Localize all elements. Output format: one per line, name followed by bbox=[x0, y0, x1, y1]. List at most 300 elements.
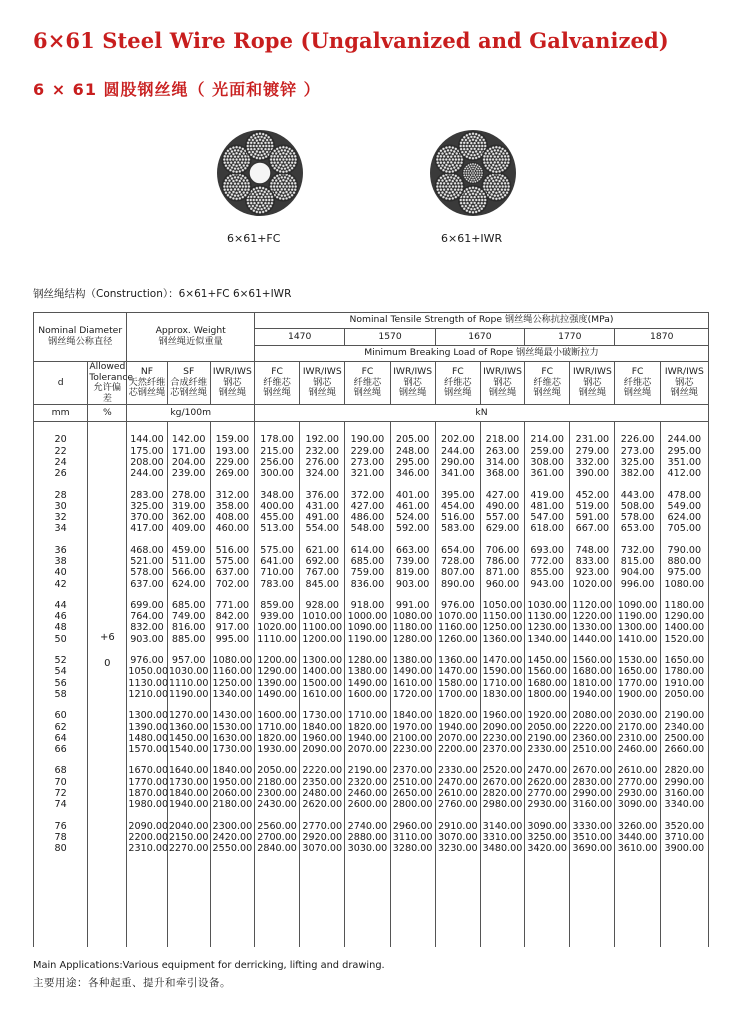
table-cell: 1820.00 bbox=[257, 732, 297, 744]
tol-line-3: 允许偏差 bbox=[93, 382, 122, 404]
col-iwr-weight-header-line-2: 钢芯 bbox=[223, 376, 242, 388]
table-cell: 2040.00 bbox=[168, 820, 209, 832]
table-cell: 1050.00 bbox=[482, 599, 523, 611]
table-cell: 2430.00 bbox=[257, 799, 297, 811]
table-cell: 351.00 bbox=[667, 456, 702, 468]
table-cell: 2470.00 bbox=[527, 765, 568, 777]
table-cell: 1400.00 bbox=[302, 666, 343, 678]
unit-kg: kg/100m bbox=[127, 405, 255, 422]
table-cell: 1180.00 bbox=[664, 599, 705, 611]
table-cell: 1770.00 bbox=[617, 677, 658, 689]
table-cell: 319.00 bbox=[171, 500, 206, 512]
table-cell: 44 bbox=[54, 599, 67, 611]
table-cell: 2460.00 bbox=[617, 744, 658, 756]
table-cell: 42 bbox=[54, 578, 67, 590]
tol-line-1: Allowed bbox=[89, 361, 126, 372]
table-cell: 621.00 bbox=[305, 544, 340, 556]
approx-weight-en: Approx. Weight bbox=[155, 325, 226, 337]
table-cell: 1090.00 bbox=[347, 622, 388, 634]
table-cell: 3280.00 bbox=[392, 843, 433, 855]
table-cell: 1030.00 bbox=[168, 666, 209, 678]
table-cell: 1650.00 bbox=[664, 655, 705, 667]
table-cell: 2310.00 bbox=[128, 843, 169, 855]
table-cell: 1480.00 bbox=[128, 732, 169, 744]
table-cell: 1380.00 bbox=[347, 666, 388, 678]
table-cell: 1110.00 bbox=[168, 677, 209, 689]
nominal-diameter-header bbox=[34, 313, 127, 362]
col-tolerance bbox=[88, 422, 127, 947]
table-cell: 2700.00 bbox=[257, 831, 297, 843]
table-cell: 1020.00 bbox=[572, 578, 613, 590]
nf-line-1: NF bbox=[140, 366, 154, 378]
table-cell: 66 bbox=[54, 744, 67, 756]
table-cell: 2350.00 bbox=[302, 776, 343, 788]
table-cell: 454.00 bbox=[441, 500, 475, 512]
nominal-diameter-en: Nominal Diameter bbox=[38, 325, 123, 337]
table-cell: 52 bbox=[54, 655, 67, 667]
table-cell: 358.00 bbox=[215, 500, 250, 512]
table-cell: 2320.00 bbox=[347, 776, 388, 788]
table-cell: 618.00 bbox=[530, 523, 564, 535]
table-cell: 295.00 bbox=[667, 445, 702, 457]
table-cell: 232.00 bbox=[305, 445, 340, 457]
table-cell: 685.00 bbox=[171, 599, 206, 611]
col-fc-header-3-line-2: 纤维芯 bbox=[533, 376, 561, 388]
table-cell: 2760.00 bbox=[437, 799, 478, 811]
table-cell: 408.00 bbox=[215, 512, 250, 524]
col-fc-header-0 bbox=[254, 362, 299, 405]
table-cell: 50 bbox=[54, 633, 67, 645]
col-iwr-header-2 bbox=[480, 362, 524, 405]
table-cell: 459.00 bbox=[171, 544, 206, 556]
table-cell: 276.00 bbox=[305, 456, 340, 468]
table-cell: 2200.00 bbox=[437, 744, 478, 756]
col-breaking-load-5 bbox=[480, 422, 524, 947]
col-breaking-load-0 bbox=[254, 422, 299, 947]
table-cell: 48 bbox=[54, 622, 67, 634]
table-cell: 3310.00 bbox=[482, 831, 523, 843]
main-applications-en: Main Applications:Various equipment for derricking, lifting and drawing. bbox=[33, 960, 385, 971]
table-cell: 521.00 bbox=[130, 555, 164, 567]
table-cell: 1710.00 bbox=[257, 721, 297, 733]
table-cell: 46 bbox=[54, 611, 67, 623]
table-cell: 239.00 bbox=[171, 468, 206, 480]
table-cell: 325.00 bbox=[620, 456, 655, 468]
table-cell: 1000.00 bbox=[347, 611, 388, 623]
table-cell: 490.00 bbox=[485, 500, 520, 512]
table-cell: 290.00 bbox=[441, 456, 475, 468]
table-cell: 1380.00 bbox=[392, 655, 433, 667]
table-cell: 2740.00 bbox=[347, 820, 388, 832]
col-iwr-header-3-line-1: IWR/IWS bbox=[572, 366, 612, 378]
col-fc-header-1-line-2: 纤维芯 bbox=[353, 376, 382, 388]
table-cell: 1200.00 bbox=[302, 633, 343, 645]
col-iwr-header-1-line-2: 钢芯 bbox=[403, 376, 422, 388]
table-cell: 591.00 bbox=[575, 512, 610, 524]
table-cell: 382.00 bbox=[620, 468, 655, 480]
table-cell: 231.00 bbox=[575, 434, 610, 446]
construction-line: 钢丝绳结构（Construction）：6×61+FC 6×61+IWR bbox=[33, 288, 292, 300]
table-cell: 513.00 bbox=[260, 523, 294, 535]
table-cell: 491.00 bbox=[305, 512, 340, 524]
table-cell: 2650.00 bbox=[392, 788, 433, 800]
page-title-cn: 6 × 61 圆股钢丝绳（ 光面和镀锌 ） bbox=[33, 80, 321, 99]
table-cell: 790.00 bbox=[667, 544, 702, 556]
table-cell: 372.00 bbox=[350, 489, 385, 501]
col-breaking-load-9 bbox=[660, 422, 708, 947]
table-cell: 1810.00 bbox=[572, 677, 613, 689]
table-cell: 2820.00 bbox=[664, 765, 705, 777]
table-cell: 1250.00 bbox=[482, 622, 523, 634]
table-cell: 667.00 bbox=[575, 523, 610, 535]
table-cell: 401.00 bbox=[395, 489, 430, 501]
col-iwr-header-4-line-1: IWR/IWS bbox=[664, 366, 704, 378]
table-cell: 685.00 bbox=[350, 555, 385, 567]
table-cell: 32 bbox=[54, 512, 67, 524]
table-cell: 244.00 bbox=[441, 445, 475, 457]
col-fc-header-1-line-1: FC bbox=[361, 366, 374, 378]
col-iwr-header-1-line-1: IWR/IWS bbox=[393, 366, 433, 378]
col-iwr-header-0-line-1: IWR/IWS bbox=[302, 366, 342, 378]
table-cell: 3510.00 bbox=[572, 831, 613, 843]
table-cell: 2470.00 bbox=[437, 776, 478, 788]
table-cell: 417.00 bbox=[130, 523, 164, 535]
col-iwr-header-2-line-3: 钢丝绳 bbox=[488, 387, 517, 399]
table-cell: 1360.00 bbox=[168, 721, 209, 733]
col-breaking-load-6 bbox=[525, 422, 570, 947]
table-cell: 76 bbox=[54, 820, 67, 832]
table-cell: 1500.00 bbox=[302, 677, 343, 689]
table-cell: 2990.00 bbox=[572, 788, 613, 800]
sf-line-1: SF bbox=[183, 366, 195, 378]
table-cell: 455.00 bbox=[260, 512, 294, 524]
table-cell: 519.00 bbox=[575, 500, 610, 512]
table-cell: 885.00 bbox=[171, 633, 206, 645]
grade-1770: 1770 bbox=[525, 329, 615, 346]
col-breaking-load-1 bbox=[300, 422, 345, 947]
table-cell: 1390.00 bbox=[128, 721, 169, 733]
col-iwr-header-3-line-2: 钢芯 bbox=[583, 376, 602, 388]
table-cell: 256.00 bbox=[260, 456, 294, 468]
table-cell: 58 bbox=[54, 688, 67, 700]
table-cell: 2180.00 bbox=[257, 776, 297, 788]
table-cell: 2550.00 bbox=[212, 843, 253, 855]
table-cell: 1490.00 bbox=[257, 688, 297, 700]
rope-iwr-label: 6×61+IWR bbox=[441, 232, 503, 245]
table-cell: 1070.00 bbox=[437, 611, 478, 623]
table-cell: 976.00 bbox=[130, 655, 164, 667]
table-cell: 578.00 bbox=[620, 512, 655, 524]
table-cell: 269.00 bbox=[215, 468, 250, 480]
table-cell: 325.00 bbox=[130, 500, 164, 512]
table-cell: 2090.00 bbox=[302, 744, 343, 756]
table-cell: 1160.00 bbox=[437, 622, 478, 634]
table-cell: 370.00 bbox=[130, 512, 164, 524]
table-cell: 1670.00 bbox=[128, 765, 169, 777]
table-cell: 1830.00 bbox=[482, 688, 523, 700]
table-cell: 427.00 bbox=[350, 500, 385, 512]
col-d-header: d bbox=[34, 362, 88, 405]
table-cell: 2070.00 bbox=[347, 744, 388, 756]
table-cell: 1080.00 bbox=[392, 611, 433, 623]
table-cell: 2230.00 bbox=[482, 732, 523, 744]
table-cell: 1300.00 bbox=[128, 710, 169, 722]
col-fc-header-1 bbox=[345, 362, 390, 405]
table-cell: 1030.00 bbox=[527, 599, 568, 611]
table-cell: 859.00 bbox=[260, 599, 294, 611]
table-cell: 2070.00 bbox=[437, 732, 478, 744]
table-cell: 1840.00 bbox=[168, 788, 209, 800]
table-cell: 3070.00 bbox=[302, 843, 343, 855]
table-cell: 2770.00 bbox=[302, 820, 343, 832]
table-cell: 508.00 bbox=[620, 500, 655, 512]
table-cell: 2370.00 bbox=[482, 744, 523, 756]
table-cell: 332.00 bbox=[575, 456, 610, 468]
table-cell: 244.00 bbox=[667, 434, 702, 446]
table-cell: 3610.00 bbox=[617, 843, 658, 855]
table-cell: 1150.00 bbox=[482, 611, 523, 623]
table-cell: 819.00 bbox=[395, 567, 430, 579]
table-cell: 833.00 bbox=[575, 555, 610, 567]
table-cell: 2360.00 bbox=[572, 732, 613, 744]
table-cell: 431.00 bbox=[305, 500, 340, 512]
table-cell: 368.00 bbox=[485, 468, 520, 480]
table-cell: 159.00 bbox=[215, 434, 250, 446]
table-cell: 2610.00 bbox=[617, 765, 658, 777]
table-cell: 1920.00 bbox=[527, 710, 568, 722]
table-cell: 390.00 bbox=[575, 468, 610, 480]
col-fc-header-0-line-3: 钢丝绳 bbox=[263, 387, 291, 399]
table-cell: 710.00 bbox=[260, 567, 294, 579]
table-cell: 1840.00 bbox=[302, 721, 343, 733]
table-cell: 1800.00 bbox=[527, 688, 568, 700]
table-cell: 2150.00 bbox=[168, 831, 209, 843]
table-cell: 1250.00 bbox=[212, 677, 253, 689]
table-cell: 2190.00 bbox=[347, 765, 388, 777]
table-cell: 1570.00 bbox=[128, 744, 169, 756]
table-cell: 376.00 bbox=[305, 489, 340, 501]
table-cell: 2190.00 bbox=[527, 732, 568, 744]
table-cell: 171.00 bbox=[171, 445, 206, 457]
table-cell: 314.00 bbox=[485, 456, 520, 468]
col-sf bbox=[167, 422, 210, 947]
table-cell: 1820.00 bbox=[437, 710, 478, 722]
table-cell: 259.00 bbox=[530, 445, 564, 457]
table-cell: 1770.00 bbox=[128, 776, 169, 788]
table-cell: 783.00 bbox=[260, 578, 294, 590]
table-cell: 1080.00 bbox=[664, 578, 705, 590]
col-fc-header-4-line-1: FC bbox=[631, 366, 644, 378]
table-cell: 1430.00 bbox=[212, 710, 253, 722]
col-iwr-header-2-line-2: 钢芯 bbox=[493, 376, 512, 388]
col-fc-header-4-line-3: 钢丝绳 bbox=[623, 387, 652, 399]
table-cell: 3160.00 bbox=[572, 799, 613, 811]
table-cell: 178.00 bbox=[260, 434, 294, 446]
col-fc-header-1-line-3: 钢丝绳 bbox=[353, 387, 382, 399]
col-breaking-load-2 bbox=[345, 422, 390, 947]
table-cell: 229.00 bbox=[350, 445, 385, 457]
table-cell: 2340.00 bbox=[664, 721, 705, 733]
table-cell: 2930.00 bbox=[617, 788, 658, 800]
table-cell: 419.00 bbox=[530, 489, 564, 501]
col-fc-header-0-line-1: FC bbox=[271, 366, 283, 378]
table-cell: 461.00 bbox=[395, 500, 430, 512]
table-cell: 68 bbox=[54, 765, 67, 777]
table-cell: 412.00 bbox=[667, 468, 702, 480]
table-cell: 263.00 bbox=[485, 445, 520, 457]
table-cell: 486.00 bbox=[350, 512, 385, 524]
table-cell: 1100.00 bbox=[302, 622, 343, 634]
table-cell: 1530.00 bbox=[212, 721, 253, 733]
table-cell: 1560.00 bbox=[572, 655, 613, 667]
table-cell: 928.00 bbox=[305, 599, 340, 611]
table-cell: 1470.00 bbox=[482, 655, 523, 667]
table-cell: 1210.00 bbox=[128, 688, 169, 700]
table-cell: 2670.00 bbox=[482, 776, 523, 788]
table-cell: 732.00 bbox=[620, 544, 655, 556]
col-iwr-weight bbox=[210, 422, 254, 947]
table-cell: 215.00 bbox=[260, 445, 294, 457]
approx-weight-cn: 钢丝绳近似重量 bbox=[158, 336, 223, 347]
table-cell: 728.00 bbox=[441, 555, 475, 567]
table-cell: 1680.00 bbox=[572, 666, 613, 678]
table-cell: 2930.00 bbox=[527, 799, 568, 811]
table-cell: 2800.00 bbox=[392, 799, 433, 811]
table-cell: 548.00 bbox=[350, 523, 385, 535]
table-cell: 142.00 bbox=[171, 434, 206, 446]
table-cell: 516.00 bbox=[215, 544, 250, 556]
breaking-load-header: Minimum Breaking Load of Rope 钢丝绳最小破断拉力 bbox=[254, 346, 708, 362]
table-cell: 3260.00 bbox=[617, 820, 658, 832]
table-cell: 2980.00 bbox=[482, 799, 523, 811]
rope-cross-section-iwr-icon bbox=[428, 128, 518, 218]
tol-line-2: Tolerance bbox=[89, 371, 134, 383]
table-cell: 2200.00 bbox=[128, 831, 169, 843]
grade-1670: 1670 bbox=[435, 329, 524, 346]
table-cell: 578.00 bbox=[130, 567, 164, 579]
table-cell: 54 bbox=[54, 666, 67, 678]
table-cell: 764.00 bbox=[130, 611, 164, 623]
table-cell: 1450.00 bbox=[168, 732, 209, 744]
col-fc-header-3-line-3: 钢丝绳 bbox=[533, 387, 561, 399]
table-cell: 218.00 bbox=[485, 434, 520, 446]
col-iwr-weight-header bbox=[210, 362, 254, 405]
table-cell: 283.00 bbox=[130, 489, 164, 501]
tolerance-zero: 0 bbox=[104, 658, 111, 670]
table-cell: 279.00 bbox=[575, 445, 610, 457]
table-cell: 1300.00 bbox=[302, 655, 343, 667]
main-applications-cn: 主要用途：各种起重、提升和牵引设备。 bbox=[33, 977, 231, 989]
table-cell: 1700.00 bbox=[437, 688, 478, 700]
table-cell: 3710.00 bbox=[664, 831, 705, 843]
table-cell: 1470.00 bbox=[437, 666, 478, 678]
table-cell: 1960.00 bbox=[482, 710, 523, 722]
table-cell: 2230.00 bbox=[392, 744, 433, 756]
table-cell: 566.00 bbox=[171, 567, 206, 579]
table-cell: 1300.00 bbox=[617, 622, 658, 634]
col-iwr-header-0 bbox=[300, 362, 345, 405]
table-cell: 3420.00 bbox=[527, 843, 568, 855]
table-cell: 943.00 bbox=[530, 578, 564, 590]
table-cell: 1590.00 bbox=[482, 666, 523, 678]
table-cell: 202.00 bbox=[441, 434, 475, 446]
table-cell: 300.00 bbox=[260, 468, 294, 480]
table-cell: 1130.00 bbox=[527, 611, 568, 623]
table-cell: 3440.00 bbox=[617, 831, 658, 843]
table-cell: 1820.00 bbox=[347, 721, 388, 733]
table-cell: 1190.00 bbox=[617, 611, 658, 623]
table-cell: 624.00 bbox=[171, 578, 206, 590]
table-cell: 1050.00 bbox=[128, 666, 169, 678]
table-cell: 3140.00 bbox=[482, 820, 523, 832]
table-cell: 1780.00 bbox=[664, 666, 705, 678]
table-cell: 3340.00 bbox=[664, 799, 705, 811]
table-cell: 1930.00 bbox=[257, 744, 297, 756]
table-cell: 693.00 bbox=[530, 544, 564, 556]
table-cell: 56 bbox=[54, 677, 67, 689]
table-cell: 1120.00 bbox=[572, 599, 613, 611]
table-cell: 880.00 bbox=[667, 555, 702, 567]
table-cell: 767.00 bbox=[305, 567, 340, 579]
table-cell: 1730.00 bbox=[302, 710, 343, 722]
table-cell: 1360.00 bbox=[482, 633, 523, 645]
col-iwr-header-2-line-1: IWR/IWS bbox=[483, 366, 522, 378]
table-cell: 1190.00 bbox=[168, 688, 209, 700]
col-iwr-header-1-line-3: 钢丝绳 bbox=[398, 387, 427, 399]
table-cell: 923.00 bbox=[575, 567, 610, 579]
table-cell: 2170.00 bbox=[617, 721, 658, 733]
table-cell: 2660.00 bbox=[664, 744, 705, 756]
table-cell: 815.00 bbox=[620, 555, 655, 567]
table-cell: 663.00 bbox=[395, 544, 430, 556]
spec-table bbox=[33, 312, 709, 947]
table-cell: 2420.00 bbox=[212, 831, 253, 843]
col-iwr-header-0-line-2: 钢芯 bbox=[313, 376, 332, 388]
table-cell: 400.00 bbox=[260, 500, 294, 512]
table-cell: 1840.00 bbox=[392, 710, 433, 722]
table-cell: 2300.00 bbox=[257, 788, 297, 800]
table-cell: 917.00 bbox=[215, 622, 250, 634]
table-cell: 1490.00 bbox=[392, 666, 433, 678]
col-iwr-header-1 bbox=[390, 362, 435, 405]
table-cell: 2220.00 bbox=[302, 765, 343, 777]
table-cell: 273.00 bbox=[350, 456, 385, 468]
col-iwr-header-4 bbox=[660, 362, 708, 405]
table-cell: 193.00 bbox=[215, 445, 250, 457]
table-cell: 226.00 bbox=[620, 434, 655, 446]
table-cell: 1130.00 bbox=[128, 677, 169, 689]
table-cell: 654.00 bbox=[441, 544, 475, 556]
table-cell: 2090.00 bbox=[128, 820, 169, 832]
table-cell: 1710.00 bbox=[482, 677, 523, 689]
table-cell: 74 bbox=[54, 799, 67, 811]
table-cell: 3330.00 bbox=[572, 820, 613, 832]
table-cell: 3230.00 bbox=[437, 843, 478, 855]
table-cell: 739.00 bbox=[395, 555, 430, 567]
table-cell: 1730.00 bbox=[168, 776, 209, 788]
table-cell: 2460.00 bbox=[347, 788, 388, 800]
table-cell: 692.00 bbox=[305, 555, 340, 567]
col-iwr-header-0-line-3: 钢丝绳 bbox=[308, 387, 337, 399]
col-fc-header-4 bbox=[615, 362, 660, 405]
fiber-core bbox=[249, 162, 271, 184]
table-cell: 592.00 bbox=[395, 523, 430, 535]
table-cell: 1730.00 bbox=[212, 744, 253, 756]
col-d bbox=[34, 422, 88, 947]
col-breaking-load-7 bbox=[570, 422, 615, 947]
col-iwr-weight-header-line-1: IWR/IWS bbox=[212, 366, 252, 378]
unit-pct: % bbox=[88, 405, 127, 422]
